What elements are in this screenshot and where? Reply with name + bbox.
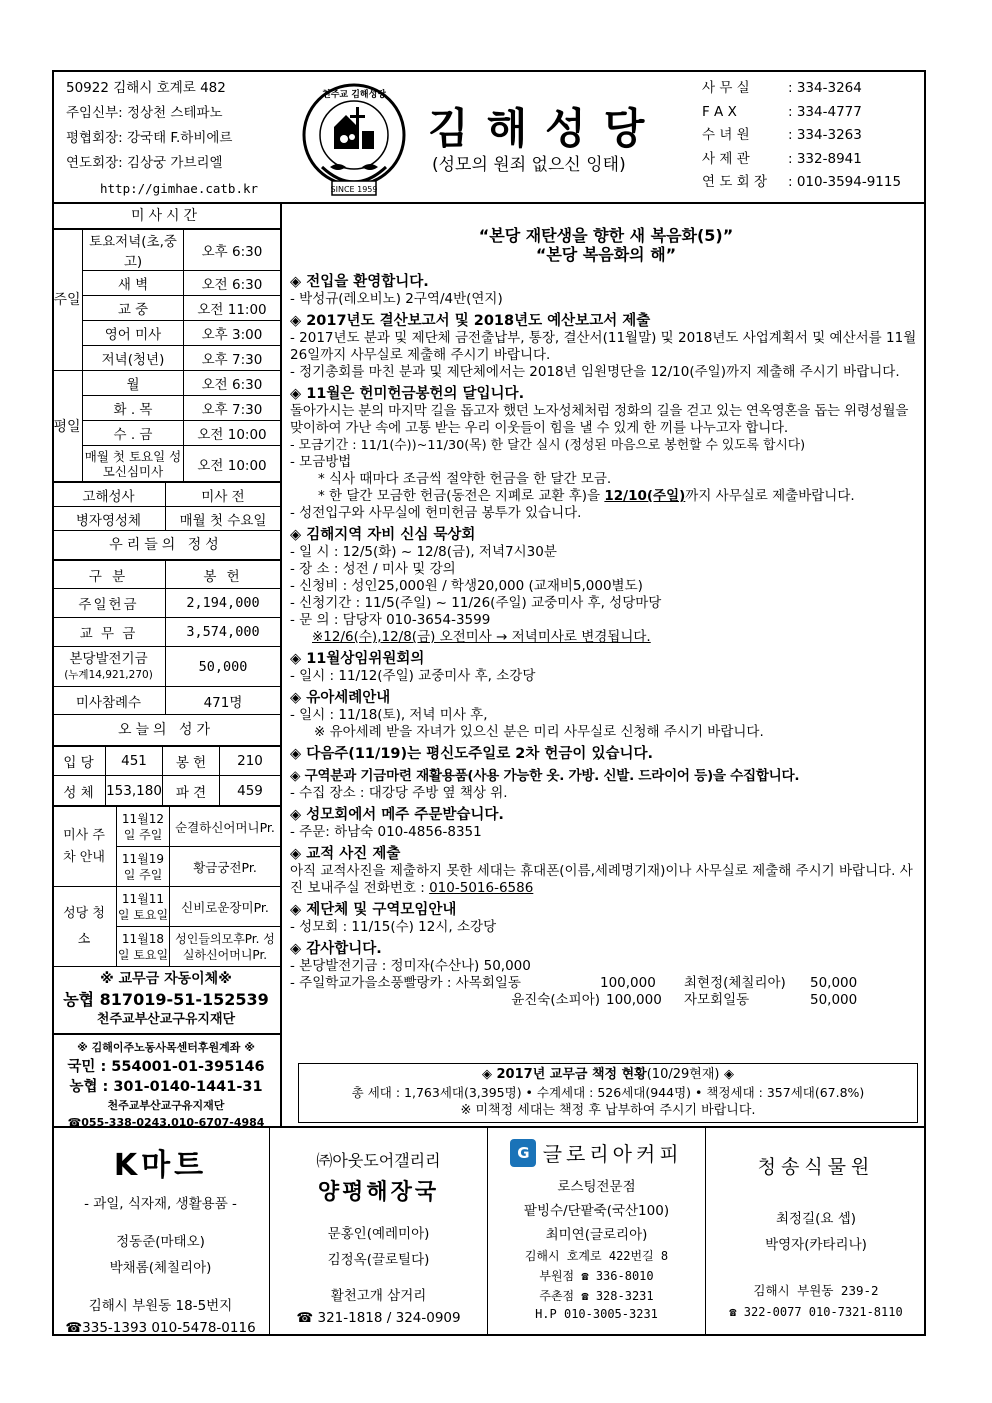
- weekday-label: 평일: [52, 371, 83, 482]
- mass-time: 오후 6:30: [184, 230, 281, 271]
- section-rice-offering-title: ◈ 11월은 헌미헌금봉헌의 달입니다.: [290, 386, 525, 402]
- ad-haejangguk: [270, 1128, 488, 1336]
- section-rice-offering-line: - 모금방법: [290, 454, 352, 470]
- ad-haejangguk-phone: ☎ 321-1818 / 324-0909: [296, 1310, 461, 1326]
- tithe-status-stats: 총 세대 : 1,763세대(3,395명) • 수계세대 : 526세대(944명) • 책정세대 : 357세대(67.8%): [351, 1085, 865, 1100]
- mass-name: 저녁(청년): [83, 346, 184, 371]
- ad-cheongsong-name: 청송식물원: [757, 1156, 875, 1178]
- cleaning-date: 11월11일 토요일: [117, 887, 170, 927]
- offering-type: 교 무 금: [52, 618, 166, 647]
- tithe-status-date: (10/29현재): [646, 1067, 720, 1082]
- mass-time: 오전 10:00: [184, 446, 281, 482]
- parking-date: 11월19일 주일: [117, 847, 170, 887]
- ad-gloria-phone: H.P 010-3005-3231: [535, 1307, 658, 1321]
- elderly-president: 연도회장: 김상궁 가브리엘: [66, 155, 223, 171]
- section-thanks-line: - 본당발전기금 : 정미자(수산나) 50,000: [290, 958, 531, 974]
- ad-kmart-owner: 정동준(마태오): [116, 1234, 205, 1250]
- section-retreat-line: - 장 소 : 성전 / 미사 및 강의: [290, 561, 456, 577]
- ad-haejangguk-address: 활천고개 삼거리: [330, 1288, 427, 1304]
- tithe-status-box: ◈ 2017년 교무금 책정 현황(10/29현재) ◈ 총 세대 : 1,763세대(3,395명) • 수계세대 : 526세대(944명) • 책정세대 : 357세대(67.8%) ※ 미책정 세대는 책정 후 납부하여 주시기 바랍니다.: [298, 1063, 918, 1123]
- autopay-account: 농협 817019-51-152539: [63, 990, 269, 1009]
- sick-communion-time: 매월 첫 수요일: [166, 507, 281, 531]
- section-rice-offering-line: * 식사 때마다 조금씩 절약한 헌금을 한 달간 모금.: [318, 471, 612, 487]
- offering-amount: 3,574,000: [166, 618, 281, 647]
- ad-cheongsong-owner: 박영자(카타리나): [765, 1237, 867, 1253]
- section-recycle-line: - 수집 장소 : 대강당 주방 옆 책상 위.: [290, 785, 508, 801]
- section-report-title: ◈ 2017년도 결산보고서 및 2018년도 예산보고서 제출: [290, 313, 651, 329]
- hymn-label: 성 체: [52, 776, 106, 806]
- section-meetings-line: - 성모회 : 11/15(수) 12시, 소강당: [290, 919, 497, 935]
- cleaning-group: 신비로운장미Pr.: [170, 887, 281, 927]
- mass-time: 오전 11:00: [184, 296, 281, 321]
- ad-gloria-desc: 로스팅전문점: [557, 1179, 636, 1195]
- parking-group: 황금궁전Pr.: [170, 847, 281, 887]
- pastor: 주임신부: 정상천 스테파노: [66, 105, 223, 121]
- hymn-number: 451: [106, 747, 163, 776]
- hymn-number: 210: [220, 747, 281, 776]
- ad-gloria-owner: 최미연(글로리아): [545, 1227, 648, 1243]
- offering-title: 우리들의 정성: [52, 531, 280, 560]
- ad-gloria-menu: 팥빙수/단팥죽(국산100): [523, 1203, 670, 1219]
- autopay-owner: 천주교부산교구유지재단: [96, 1012, 236, 1027]
- parking-table: [52, 806, 280, 967]
- labor-account-nh: 농협 : 301-0140-1441-31: [69, 1079, 263, 1095]
- ad-kmart-owner: 박채롬(체칠리아): [109, 1260, 212, 1276]
- hymns-table: [52, 746, 280, 806]
- contact-office: 사 무 실 : 334-3264: [702, 80, 862, 96]
- mass-name: 영어 미사: [83, 321, 184, 346]
- headline-1: “본당 재탄생을 향한 새 복음화(5)”: [478, 226, 734, 245]
- section-retreat-line: - 일 시 : 12/5(화) ~ 12/8(금), 저녁7시30분: [290, 544, 557, 560]
- mass-time: 오전 6:30: [184, 271, 281, 296]
- labor-account-kb: 국민 : 554001-01-395146: [67, 1059, 265, 1075]
- labor-phone: ☎055-338-0243,010-6707-4984: [67, 1116, 265, 1129]
- mass-name: 토요저녁(초,중고): [83, 230, 184, 271]
- ad-haejangguk-name: 양평해장국: [317, 1180, 440, 1205]
- logo-ring-text: 천주교 김해성당: [322, 90, 386, 100]
- cleaning-label: 성당 청소: [52, 887, 117, 967]
- offering-type: 미사참례수: [52, 687, 166, 715]
- contact-fax: F A X : 334-4777: [702, 103, 862, 120]
- parking-date: 11월12일 주일: [117, 807, 170, 847]
- offering-table: [52, 560, 280, 715]
- section-rice-offering-text: 돌아가시는 분의 마지막 길을 돕고자 했던 노자성체처럼 정화의 길을 걷고 있는 연옥영혼을 돕는 위령성월을 맞이하여 가난 속에 고통 받는 우리 이웃들이 힘을 낼 수 있게 한 끼를 나누고자 합니다.: [290, 403, 909, 436]
- section-thanks-title: ◈ 감사합니다.: [290, 941, 382, 957]
- offering-type: 본당발전기금: [69, 650, 148, 667]
- autopay-title: ※ 교무금 자동이체※: [100, 971, 232, 987]
- contact-elderly: 연 도 회 장 : 010-3594-9115: [702, 174, 902, 190]
- ad-gloria-name: 글로리아커피: [542, 1142, 683, 1166]
- section-rice-offering-line: * 한 달간 모금한 헌금(동전은 지폐로 교환 후)을 12/10(주일)까지 사무실로 제출바랍니다.: [318, 488, 855, 504]
- ad-kmart-address: 김해시 부원동 18-5번지: [88, 1298, 233, 1314]
- section-baptism-title: ◈ 유아세례안내: [290, 690, 391, 706]
- ad-gloria-coffee: [488, 1128, 706, 1336]
- mass-name: 화 . 목: [83, 396, 184, 421]
- mass-name: 교 중: [83, 296, 184, 321]
- section-meetings-title: ◈ 제단체 및 구역모임안내: [290, 902, 457, 918]
- ad-haejangguk-owner: 문홍인(예레미아): [327, 1226, 430, 1242]
- hymn-number: 459: [220, 776, 281, 806]
- mass-times-title: 미사시간: [52, 204, 280, 229]
- mass-time: 오후 7:30: [184, 396, 281, 421]
- section-retreat-line: - 신청비 : 성인25,000원 / 학생20,000 (교재비5,000별도): [290, 578, 643, 594]
- address: 50922 김해시 호계로 482: [66, 80, 226, 96]
- tithe-status-title: ◈ 2017년 교무금 책정 현황: [481, 1067, 647, 1082]
- mass-time: 오후 7:30: [184, 346, 281, 371]
- cleaning-date: 11월18일 토요일: [117, 927, 170, 967]
- main-announcements: [290, 226, 922, 1009]
- mass-time: 오전 6:30: [184, 371, 281, 396]
- hymn-number: 153,180: [106, 776, 163, 806]
- hymns-title: 오늘의 성가: [52, 715, 280, 746]
- mass-name: 매월 첫 토요일 성모신심미사: [83, 446, 184, 482]
- thanks-row: 윤진숙(소피아) 100,000 자모회일동 50,000: [511, 992, 858, 1008]
- autopay-box: [52, 967, 280, 1035]
- mass-name: 새 벽: [83, 271, 184, 296]
- section-report-line: - 2017년도 분과 및 제단체 금전출납부, 통장, 결산서(11월말) 및 2018년도 사업계획서 및 예산서를 11월 26일까지 사무실로 제출해 주시기 바랍니다.: [290, 330, 917, 363]
- contact-rectory: 사 제 관 : 332-8941: [702, 150, 862, 167]
- section-retreat-line: - 신청기간 : 11/5(주일) ~ 11/26(주일) 교중미사 후, 성당마당: [290, 595, 662, 611]
- section-report-line: - 정기총회를 마친 분과 및 제단체에서는 2018년 임원명단을 12/10(주일)까지 제출해 주시기 바랍니다.: [290, 364, 900, 380]
- section-baptism-line: - 일시 : 11/18(토), 저녁 미사 후,: [290, 707, 488, 723]
- section-rice-offering-line: - 모금기간 : 11/1(수))~11/30(목) 한 달간 실시 (정성된 마음으로 봉헌할 수 있도록 합시다): [290, 438, 806, 453]
- section-photo-text: 아직 교적사진을 제출하지 못한 세대는 휴대폰(이름,세례명기재)이나 사무실로 제출해 주시기 바랍니다. 사진 보내주실 전화번호 : 010-5016-6586: [290, 863, 913, 896]
- mass-name: 월: [83, 371, 184, 396]
- hymn-label: 파 견: [163, 776, 220, 806]
- offering-cumulative: (누계14,921,270): [64, 668, 153, 681]
- section-retreat-line: - 문 의 : 담당자 010-3654-3599: [290, 612, 491, 628]
- offering-amount: 50,000: [166, 647, 281, 687]
- mass-time: 오전 10:00: [184, 421, 281, 446]
- offering-head-amount: 봉 헌: [166, 561, 281, 589]
- hymn-label: 봉 헌: [163, 747, 220, 776]
- parking-label: 미사 주차 안내: [52, 807, 117, 887]
- ad-cheongsong-phone: ☎ 322-0077 010-7321-8110: [729, 1305, 903, 1319]
- section-second-collection-title: ◈ 다음주(11/19)는 평신도주일로 2차 헌금이 있습니다.: [290, 746, 654, 762]
- ad-gloria-header: [488, 1138, 705, 1167]
- section-committee-line: - 일시 : 11/12(주일) 교중미사 후, 소강당: [290, 668, 536, 684]
- section-welcome-title: ◈ 전입을 환영합니다.: [290, 274, 429, 290]
- ad-gloria-phone: 부원점 ☎ 336-8010: [539, 1269, 654, 1283]
- section-rice-offering-line: - 성전입구와 사무실에 헌미헌금 봉투가 있습니다.: [290, 505, 582, 521]
- thanks-row: - 주일학교가을소풍빨랑카 : 사목회일동 100,000 최현정(체칠리아) 50,000: [290, 975, 858, 991]
- council-president: 평협회장: 강국태 F.하비에르: [66, 130, 233, 146]
- contact-convent: 수 녀 원 : 334-3263: [702, 127, 862, 143]
- confession-label: 고해성사: [52, 483, 166, 507]
- ad-gloria-phone: 주촌점 ☎ 328-3231: [539, 1289, 654, 1303]
- tithe-status-note: ※ 미책정 세대는 책정 후 납부하여 주시기 바랍니다.: [460, 1103, 756, 1118]
- ad-cheongsong-address: 김해시 부원동 239-2: [753, 1283, 879, 1298]
- offering-head-type: 구 분: [52, 561, 166, 589]
- offering-amount: 471명: [166, 687, 281, 715]
- confession-time: 미사 전: [166, 483, 281, 507]
- sacraments-table: [52, 482, 280, 531]
- sick-communion-label: 병자영성체: [52, 507, 166, 531]
- section-retreat-title: ◈ 김해지역 자비 신심 묵상회: [290, 527, 476, 543]
- section-baptism-note: ※ 유아세례 받을 자녀가 있으신 분은 미리 사무실로 신청해 주시기 바랍니다.: [314, 724, 764, 740]
- offering-amount: 2,194,000: [166, 589, 281, 618]
- offering-type: 주일헌금: [52, 589, 166, 618]
- labor-title: ※ 김해이주노동사목센터후원계좌 ※: [77, 1041, 255, 1054]
- ad-kmart-phone: ☎335-1393 010-5478-0116: [65, 1320, 256, 1336]
- section-meju-line: - 주문: 하남숙 010-4856-8351: [290, 824, 482, 840]
- headline-2: “본당 복음화의 해”: [535, 245, 677, 264]
- contact-list: [702, 77, 901, 195]
- section-welcome-line: - 박성규(레오비노) 2구역/4반(연지): [290, 291, 503, 307]
- sunday-label: 주일: [52, 230, 83, 371]
- ad-cheongsong: [706, 1128, 926, 1336]
- section-meju-title: ◈ 성모회에서 메주 주문받습니다.: [290, 807, 504, 823]
- labor-center-box: [52, 1035, 280, 1131]
- ad-kmart-desc: - 과일, 식자재, 생활용품 -: [84, 1196, 237, 1212]
- ad-kmart-name: K마트: [113, 1148, 208, 1183]
- mass-name: 수 . 금: [83, 421, 184, 446]
- header-info: [66, 76, 258, 201]
- parking-group: 순결하신어머니Pr.: [170, 807, 281, 847]
- section-recycle-title: ◈ 구역분과 기금마련 재활용품(사용 가능한 옷. 가방. 신발. 드라이어 등)을 수집합니다.: [290, 768, 800, 784]
- parish-logo: [292, 77, 416, 201]
- cleaning-group: 성인들의모후Pr. 성실하신어머니Pr.: [170, 927, 281, 967]
- logo-since: SINCE 1959: [330, 185, 378, 194]
- page-title: 김해성당: [428, 104, 663, 153]
- mass-time: 오후 3:00: [184, 321, 281, 346]
- sidebar: [52, 204, 282, 1129]
- ad-haejangguk-owner: 김정옥(끌로틸다): [327, 1252, 430, 1268]
- hymn-label: 입 당: [52, 747, 106, 776]
- section-retreat-note: ※12/6(수),12/8(금) 오전미사 → 저녁미사로 변경됩니다.: [312, 629, 651, 645]
- gloria-logo-icon: G: [510, 1139, 536, 1167]
- mass-times-table: [52, 229, 280, 482]
- section-photo-title: ◈ 교적 사진 제출: [290, 846, 401, 862]
- page-subtitle: (성모의 원죄 없으신 잉태): [432, 155, 626, 175]
- section-committee-title: ◈ 11월상임위원회의: [290, 651, 425, 667]
- labor-owner: 천주교부산교구유지재단: [107, 1099, 225, 1112]
- ad-cheongsong-owner: 최정길(요 셉): [775, 1211, 857, 1227]
- ad-kmart: [52, 1128, 270, 1336]
- ad-gloria-address: 김해시 호계로 422번길 8: [524, 1249, 669, 1263]
- website-link[interactable]: http://gimhae.catb.kr: [100, 181, 259, 196]
- ad-haejangguk-company: ㈜아웃도어갤리리: [316, 1151, 441, 1170]
